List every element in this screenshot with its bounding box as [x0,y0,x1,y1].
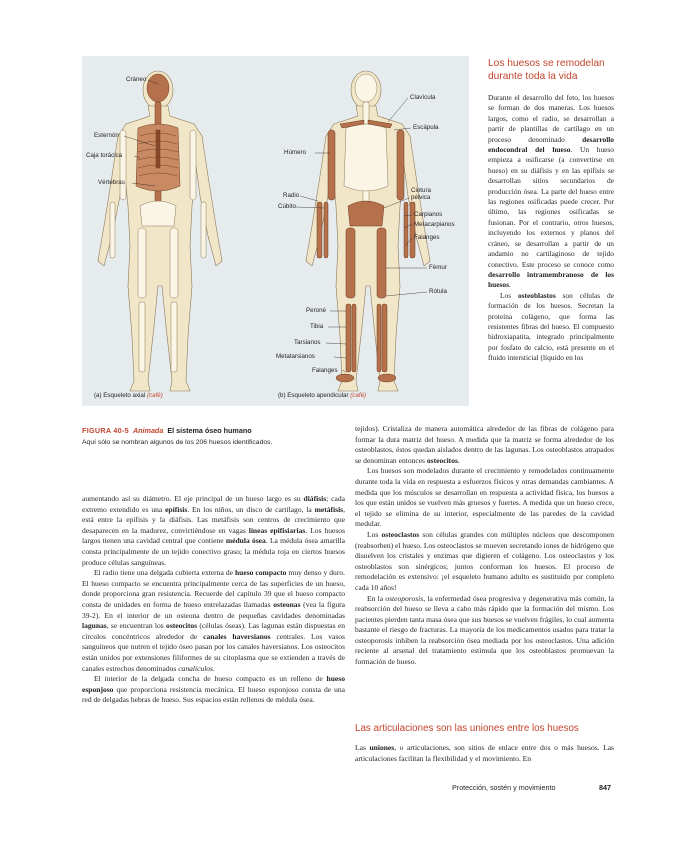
caption-appendicular: (b) Esqueleto apendicular (café) [278,392,367,399]
page-number: 847 [599,783,611,792]
left-column-text: aumentando así su diámetro. El eje principal de un hueso largo es su diáfisis; cada extremo extendido es una epífisis. En los niños, un disco de cartílago, la metáfisis, está entre la epífisis y la diáfisis. Las metáfisis son centros de crecimiento que desaparecen en la madurez, convirtiéndose en vagas líneas epifisiarias. Los huesos largos tienen una cavidad central que contiene médula ósea. La médula ósea amarilla consta principalmente de un tejido conectivo graso; la médula roja en ciertos huesos produce células sanguíneas. El radio tiene una delgada cubierta externa de hueso compacto muy denso y duro. El hueso compacto se encuentra principalmente cerca de las superficies de un hueso, donde proporciona gran resistencia. Recuerde del capítulo 39 que el hueso compacto consta de unidades en forma de hueso entrelazadas llamadas osteonas (vea la figura 39-2). En el interior de un osteona dentro de pequeñas cavidades denominadas lagunas, se encuentran los osteocitos (células óseas). Las lagunas están dispuestas en círculos concéntricos alrededor de canales haversianos centrales. Los vasos sanguíneos que nutren el tejido óseo pasan por los canales haversianos. Los osteocitos están unidos por extensiones filiformes de su citoplasma que se extienden a través de canales estrechos denominados canalículos. El interior de la delgada concha de hueso compacto es un relleno de hueso esponjoso que proporciona resistencia mecánica. El hueso esponjoso consta de una red de delgadas hebras de hueso. Sus espacios están rellenos de médula ósea. [82,494,346,705]
middle-column-text: tejidos). Cristaliza de manera automática alrededor de las fibras de colágeno para formar la dura matriz del hueso. A medida que la matriz se forma alrededor de los osteoblastos, éstos quedan aislados dentro de las lagunas. Los osteoblastos atrapados se denominan entonces osteocitos. Los huesos son modelados durante el crecimiento y remodelados continuamente durante toda la vida en respuesta a esfuerzos físicos y otras demandas cambiantes. A medida que los músculos se desarrollan en respuesta a actividad física, los huesos a los que están unidos se vuelven más gruesos y fuertes. A medida que un hueso crece, el tejido se elimina de su interior, especialmente de las paredes de la cavidad medular. Los osteoclastos son células grandes con múltiples núcleos que descomponen (reabsorben) el hueso. Los osteoclastos se mueven secretando iones de hidrógeno que disuelven los cristales y enzimas que digieren el colágeno. Los osteoclastos y los osteoblastos son sinérgicos; juntos conforman los huesos. El proceso de remodelación es extensivo: ¡el esqueleto humano adulto es sustituido por completo cada 10 años! En la osteoporosis, la enfermedad ósea progresiva y degenerativa más común, la reabsorción del hueso se lleva a cabo más rápido que la formación del mismo. Los pacientes pierden tanta masa ósea que sus huesos se vuelven frágiles, lo cual aumenta bastante el riesgo de fracturas. La mayoría de los medicamentos usados para tratar la osteoporosis inhiben la reabsorción ósea mediada por los osteoclastos. Una adición reciente al arsenal del tratamiento estimula que los osteoblastos promuevan la formación de hueso. [355,424,614,667]
label-caja-toracica: Caja torácica [86,152,123,159]
label-metacarpianos: Metacarpianos [414,221,455,228]
figure-title: FIGURA 40-5 Animada El sistema óseo humano [82,426,252,435]
label-escapula: Escápula [413,124,439,131]
caption-axial: (a) Esqueleto axial (café) [94,392,163,399]
right-column-text: Durante el desarrollo del feto, los huesos se forman de dos maneras. Los huesos largos, como el radio, se desarrollan a partir de plantillas de cartílago en un proceso denominado desarrollo endocondral del hueso. Un hueso empieza a osificarse (a convertirse en hueso) en su diáfisis y en las epífisis se desarrollan sitios secundarios de producción ósea. La parte del hueso entre las regiones osificadas puede crecer. Por último, las regiones osificadas se fusionan. Por el contrario, otros huesos, incluyendo los externos y planos del cráneo, se desarrollan a partir de un andamio no cartilaginoso de tejido conectivo. Este proceso se conoce como desarrollo intramembranoso de los huesos. Los osteoblastos son células de formación de los huesos. Secretan la proteína colágeno, que forma las resistentes fibras del hueso. El compuesto hidroxiapatita, integrado principalmente por fosfato de calcio, está presente en el fluido intersticial (líquido en los [488,93,614,363]
label-femur: Fémur [429,264,447,271]
label-rotula: Rótula [429,288,447,295]
label-humero: Húmero [284,149,307,156]
label-falanges-mano: Falanges [414,234,440,241]
label-carpianos: Carpianos [414,211,443,218]
section-heading-remodelan: Los huesos se remodelan durante toda la vida [488,58,605,82]
label-tarsianos: Tarsianos [294,339,321,346]
label-perone: Peroné [306,307,326,314]
label-vertebras: Vértebras [98,179,125,186]
label-craneo: Cráneo [126,76,147,83]
articulaciones-text: Las uniones, o articulaciones, son sitios de enlace entre dos o más huesos. Las articulaciones facilitan la flexibilidad y el movimiento. En [355,743,614,763]
label-tibia: Tibia [310,323,324,330]
footer-section-title: Protección, sostén y movimiento [452,783,556,792]
label-cintura-pelvica: Cintura pélvica [411,187,431,201]
section-heading-articulaciones: Las articulaciones son las uniones entre los huesos [355,723,579,734]
label-esternon: Esternón [94,132,119,139]
label-falanges-pie: Falanges [312,367,338,374]
figure-panel [82,56,469,406]
figure-description: Aquí sólo se nombran algunos de los 206 huesos identificados. [82,439,273,446]
label-clavicula: Clavícula [410,94,436,101]
label-cubito: Cúbito [278,203,296,210]
label-radio: Radio [283,192,300,199]
label-metatarsianos: Metatarsianos [276,353,315,360]
